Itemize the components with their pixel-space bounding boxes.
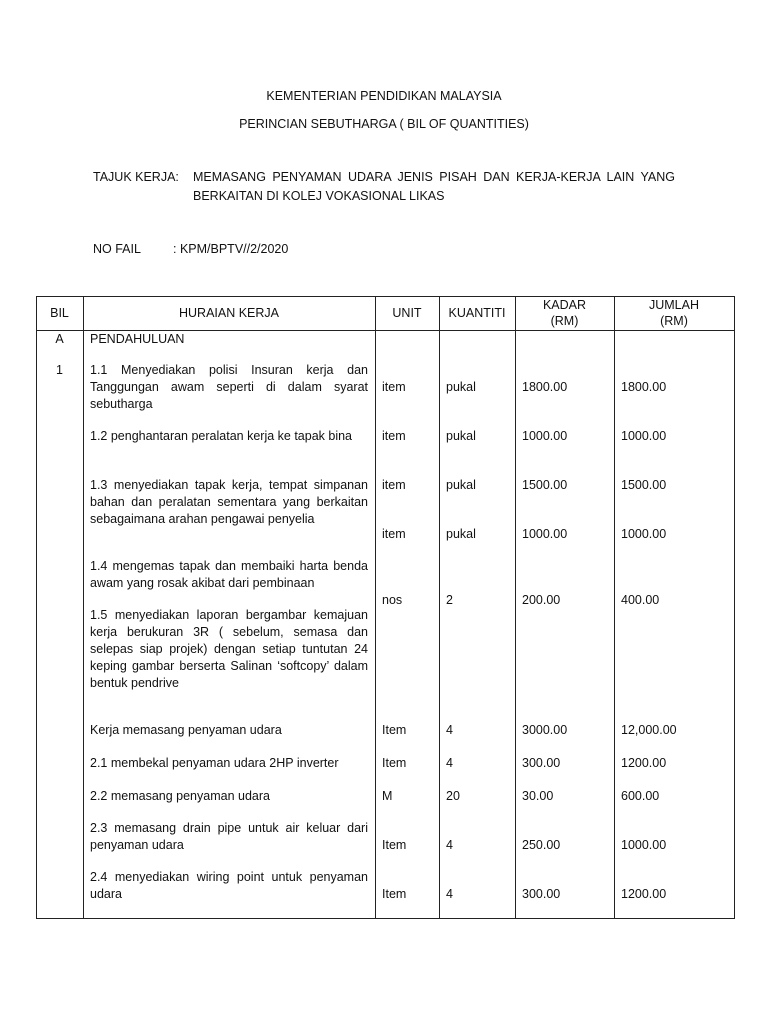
row-quantity: 4 <box>446 723 453 737</box>
row-total: 400.00 <box>621 593 660 607</box>
row-unit: item <box>382 429 406 443</box>
column-divider <box>614 296 615 919</box>
header-kadar: KADAR <box>542 298 587 312</box>
row-unit: item <box>382 380 406 394</box>
tajuk-kerja-line2: BERKAITAN DI KOLEJ VOKASIONAL LIKAS <box>193 189 445 203</box>
row-quantity: 2 <box>446 593 453 607</box>
row-rate: 30.00 <box>522 789 554 803</box>
row-quantity: 20 <box>446 789 460 803</box>
header-jumlah: JUMLAH <box>648 298 699 312</box>
row-unit: Item <box>382 838 407 852</box>
tajuk-kerja-label: TAJUK KERJA: <box>93 170 179 184</box>
section-title: PENDAHULUAN <box>90 332 185 346</box>
row-total: 1200.00 <box>621 887 667 901</box>
column-divider <box>375 296 376 919</box>
column-divider <box>734 296 735 919</box>
row-rate: 1000.00 <box>522 527 568 541</box>
description-2-4: 2.4 menyediakan wiring point untuk penyaman udara <box>90 870 368 901</box>
document-title: PERINCIAN SEBUTHARGA ( BIL OF QUANTITIES) <box>239 117 529 131</box>
row-quantity: 4 <box>446 756 453 770</box>
row-rate: 300.00 <box>522 756 561 770</box>
row-total: 12,000.00 <box>621 723 677 737</box>
ministry-title: KEMENTERIAN PENDIDIKAN MALAYSIA <box>266 89 502 103</box>
header-jumlah-unit: (RM) <box>660 314 688 328</box>
header-kadar-unit: (RM) <box>550 314 579 328</box>
row-quantity: 4 <box>446 887 453 901</box>
row-rate: 1000.00 <box>522 429 568 443</box>
row-total: 1000.00 <box>621 429 667 443</box>
row-rate: 1500.00 <box>522 478 568 492</box>
table-bottom-border <box>36 918 735 919</box>
no-fail-label: NO FAIL <box>93 242 141 256</box>
row-quantity: 4 <box>446 838 453 852</box>
row-rate: 200.00 <box>522 593 561 607</box>
tajuk-kerja-line1: MEMASANG PENYAMAN UDARA JENIS PISAH DAN KERJA-KERJA LAIN YANG <box>193 170 675 184</box>
row-unit: item <box>382 527 406 541</box>
column-divider <box>83 296 84 919</box>
header-huraian-kerja: HURAIAN KERJA <box>178 306 280 320</box>
row-unit: item <box>382 478 406 492</box>
section-bil: A <box>55 332 64 346</box>
description-1-4: 1.4 mengemas tapak dan membaiki harta benda awam yang rosak akibat dari pembinaan <box>90 559 368 590</box>
row-total: 1000.00 <box>621 527 667 541</box>
column-divider <box>36 296 37 919</box>
header-bil: BIL <box>50 306 69 320</box>
row-unit: Item <box>382 887 407 901</box>
row-quantity: pukal <box>446 478 476 492</box>
item-bil: 1 <box>56 363 63 377</box>
description-2: Kerja memasang penyaman udara <box>90 723 282 737</box>
row-quantity: pukal <box>446 380 476 394</box>
description-2-2: 2.2 memasang penyaman udara <box>90 789 270 803</box>
row-total: 600.00 <box>621 789 660 803</box>
row-unit: Item <box>382 756 407 770</box>
row-unit: nos <box>382 593 403 607</box>
description-2-1: 2.1 membekal penyaman udara 2HP inverter <box>90 756 339 770</box>
no-fail-value: : KPM/BPTV//2/2020 <box>173 242 289 256</box>
description-2-3: 2.3 memasang drain pipe untuk air keluar dari penyaman udara <box>90 821 368 852</box>
row-rate: 3000.00 <box>522 723 568 737</box>
row-rate: 1800.00 <box>522 380 568 394</box>
column-divider <box>515 296 516 919</box>
row-total: 1800.00 <box>621 380 667 394</box>
row-quantity: pukal <box>446 429 476 443</box>
description-1-5: 1.5 menyediakan laporan bergambar kemajuan kerja berukuran 3R ( sebelum, semasa dan selepas siap projek) dengan setiap tuntutan 24 keping gambar berserta Salinan ‘softcopy’ dalam bentuk pendrive <box>90 608 368 690</box>
row-total: 1000.00 <box>621 838 667 852</box>
header-unit: UNIT <box>392 306 422 320</box>
row-unit: M <box>382 789 393 803</box>
description-1-1: 1.1 Menyediakan polisi Insuran kerja dan Tanggungan awam seperti di dalam syarat sebutharga <box>90 363 368 411</box>
column-divider <box>439 296 440 919</box>
description-1-3: 1.3 menyediakan tapak kerja, tempat simpanan bahan dan peralatan sementara yang berkaitan sebagaimana arahan pengawai penyelia <box>90 478 368 526</box>
header-kuantiti: KUANTITI <box>448 306 506 320</box>
row-quantity: pukal <box>446 527 476 541</box>
row-rate: 300.00 <box>522 887 561 901</box>
row-rate: 250.00 <box>522 838 561 852</box>
row-unit: Item <box>382 723 407 737</box>
row-total: 1200.00 <box>621 756 667 770</box>
row-total: 1500.00 <box>621 478 667 492</box>
description-1-2: 1.2 penghantaran peralatan kerja ke tapak bina <box>90 429 352 443</box>
